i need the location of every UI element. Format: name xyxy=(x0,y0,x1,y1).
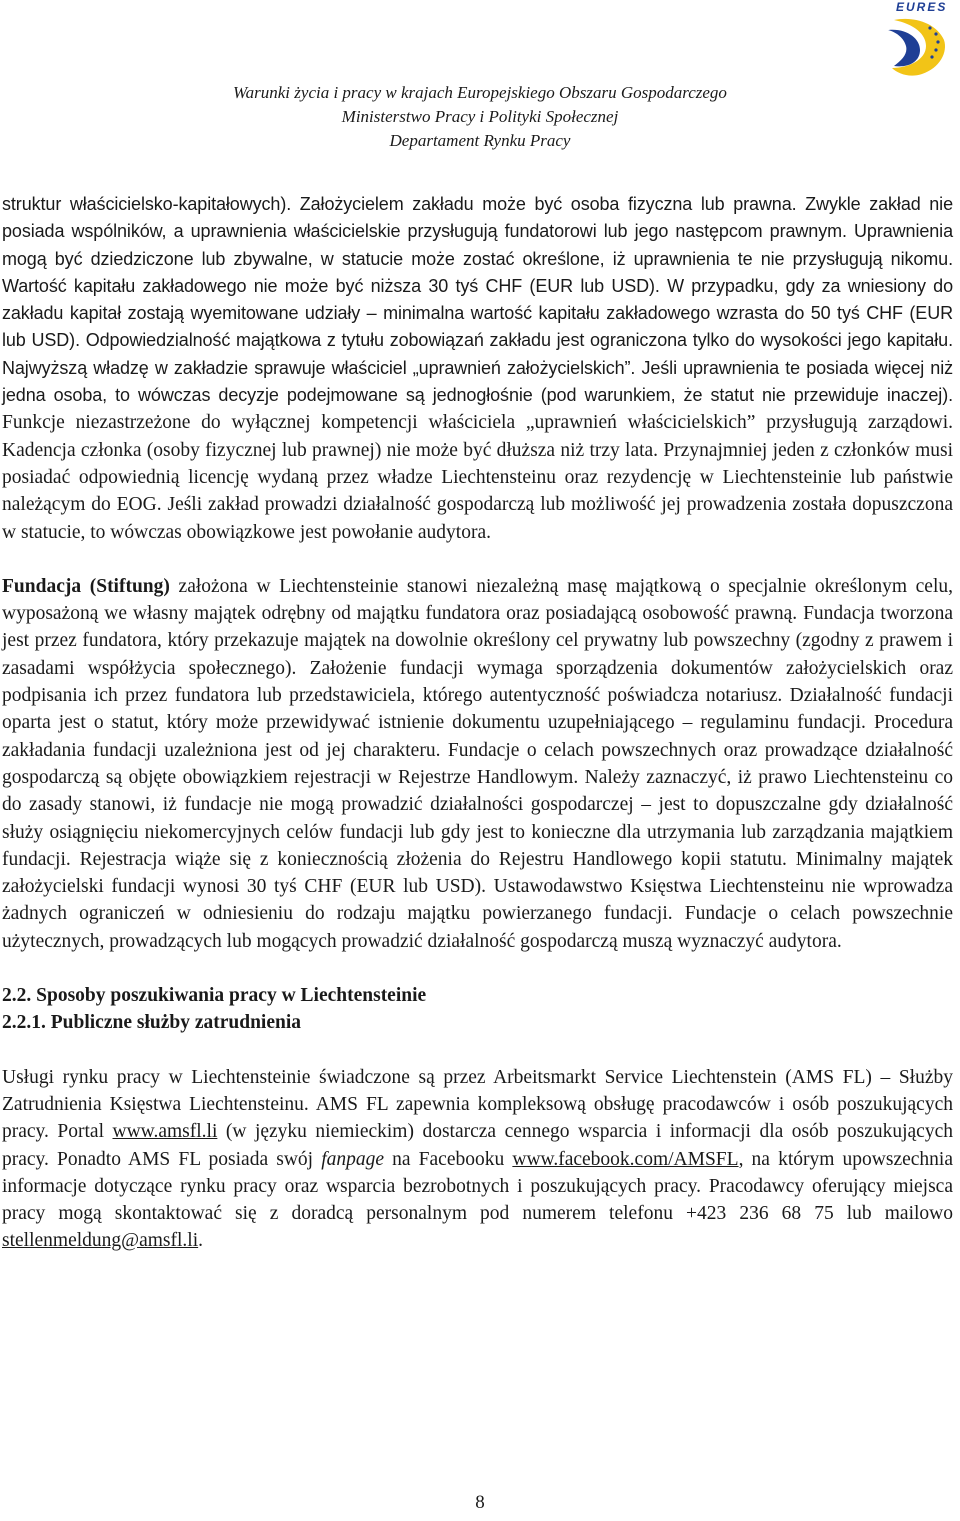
header-ministry: Ministerstwo Pracy i Polityki Społecznej xyxy=(341,107,619,126)
document-header xyxy=(0,81,960,153)
eures-logo-icon xyxy=(886,12,952,82)
facebook-link[interactable]: www.facebook.com/AMSFL xyxy=(512,1148,739,1170)
header-title: Warunki życia i pracy w krajach Europejskiego Obszaru Gospodarczego xyxy=(233,83,727,102)
bold-term: Fundacja (Stiftung) xyxy=(2,575,170,597)
page-number: 8 xyxy=(475,1492,485,1513)
paragraph-text: , na którym upowszechnia informacje dotyczące rynku pracy oraz wsparcia bezrobotnych i poszukujących pracy. Pracodawcy oferujący miejsca pracy mogą skontaktować się z doradcą personalnym pod numerem telefonu +423 236 68 75 lub mailowo xyxy=(2,1148,953,1225)
paragraph-text: (w języku niemieckim) dostarcza cennego wsparcia i informacji dla osób poszukujących pracy. Ponadto AMS FL posiada swój xyxy=(2,1121,953,1170)
paragraph-employment-services xyxy=(2,1064,953,1255)
paragraph-text: . xyxy=(198,1230,204,1252)
subsection-heading: 2.2.1. Publiczne służby zatrudnienia xyxy=(2,1012,302,1034)
logo-text: EURES xyxy=(896,0,948,14)
amsfl-link[interactable]: www.amsfl.li xyxy=(112,1121,218,1143)
paragraph-text: Funkcje niezastrzeżone do wyłącznej kompetencji właściciela „uprawnień właścicielskich” przysługują zarządowi. Kadencja członka (osoby fizycznej lub prawnej) nie może być dłuższa niż trzy lata. Przynajmniej jeden z członków musi posiadać odpowiednią licencję wydaną przez władze Liechtensteinu oraz rezydencję w Liechtensteinie lub państwie należącym do EOG. Jeśli zakład prowadzi działalność gospodarczą lub możliwość jej prowadzenia została dopuszczona w statucie, to wówczas obowiązkowe jest powołanie audytora. xyxy=(2,412,953,543)
paragraph-text: struktur właścicielsko-kapitałowych). Założycielem zakładu może być osoba fizyczna lub prawna. Zwykle zakład nie posiada wspólników, a uprawnienia właścicielskie przysługują fundatorowi lub jego następcom prawnym. xyxy=(2,194,953,242)
paragraph-text: na Facebooku xyxy=(384,1148,513,1170)
header-department: Departament Rynku Pracy xyxy=(389,131,571,150)
document-body xyxy=(2,191,953,1255)
paragraph-text: założona w Liechtensteinie stanowi niezależną masę majątkową o specjalnie określonym celu, wyposażoną we własny majątek odrębny od majątku fundatora oraz posiadającą osobowość prawną. Fundacja tworzona jest przez fundatora, który przekazuje majątek na dowolnie określony cel prywatny lub powszechny (zgodny z prawem i zasadami współżycia społecznego). Założenie fundacji wymaga sporządzenia dokumentów założycielskich oraz podpisania ich przez fundatora lub przedstawiciela, którego autentyczność poświadcza notariusz. Działalność fundacji oparta jest o statut, który może przewidywać istnienie dokumentu uzupełniającego – regulaminu fundacji. Procedura zakładania fundacji uzależniona jest od jej charakteru. Fundacje o celach powszechnych oraz prowadzące działalność gospodarczą są objęte obowiązkiem rejestracji w Rejestrze Handlowym. Należy zaznaczyć, iż prawo Liechtensteinu co do zasady stanowi, iż fundacje nie mogą prowadzić działalności gospodarczej – jest to dopuszczalne gdy działalność służy osiągnięciu niekomercyjnych celów fundacji lub gdy jest to konieczne dla utrzymania lub zarządzania majątkiem fundacji. Rejestracja wiąże się z koniecznością złożenia do Rejestru Handlowego kopii statutu. Minimalny majątek założycielski fundacji wynosi 30 tyś CHF (EUR lub USD). Ustawodawstwo Księstwa Liechtensteinu nie wprowadza żadnych ograniczeń w odniesieniu do rodzaju majątku powierzanego fundacji. Fundacje o celach powszechnie użytecznych, prowadzących lub mogących prowadzić działalność gospodarczą muszą wyznaczyć audytora. xyxy=(2,575,953,952)
paragraph-foundation xyxy=(2,573,953,955)
paragraph-text: Usługi rynku pracy w Liechtensteinie świadczone są przez Arbeitsmarkt Service Liechtenstein (AMS FL) – Służby Zatrudnienia Księstwa Liechtensteinu. AMS FL zapewnia kompleksową obsługę pracodawców i osób poszukujących pracy. Portal xyxy=(2,1066,953,1143)
paragraph-text: Uprawnienia mogą być dziedziczone lub zbywalne, w statucie może zostać określone, iż uprawnienia te nie przysługują nikomu. Wartość kapitału zakładowego nie może być niższa 30 tyś CHF (EUR lub USD). W przypadku, gdy za wniesiony do zakładu kapitał zostają wyemitowane udziały – minimalna wartość kapitału zakładowego wzrasta do 50 tyś CHF (EUR lub USD). Odpowiedzialność majątkowa z tytułu zobowiązań zakładu jest ograniczona tylko do wysokości jego kapitału. Najwyższą władzę w zakładzie sprawuje właściciel „uprawnień założycielskich”. Jeśli uprawnienia te posiada więcej niż jedna osoba, to wówczas decyzje podejmowane są jednogłośnie (pod warunkiem, że statut nie przewiduje inaczej). xyxy=(2,221,953,406)
email-link[interactable]: stellenmeldung@amsfl.li xyxy=(2,1230,199,1252)
paragraph-establishment xyxy=(2,191,953,546)
section-heading: 2.2. Sposoby poszukiwania pracy w Liechtensteinie xyxy=(2,985,427,1007)
italic-term: fanpage xyxy=(321,1148,385,1170)
eures-logo xyxy=(886,0,952,82)
